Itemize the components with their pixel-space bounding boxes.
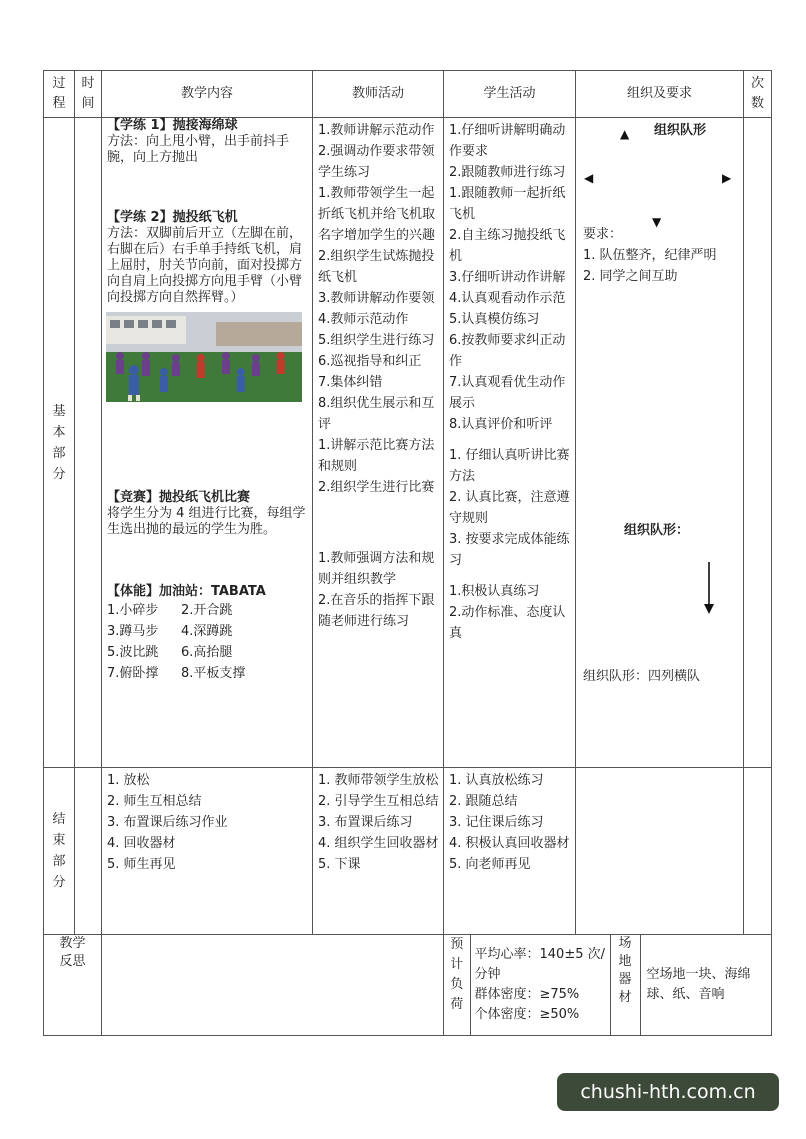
- competition-text: 将学生分为 4 组进行比赛，每组学生选出抛的最远的学生为胜。: [107, 506, 306, 537]
- teacher-step: 2.强调动作要求带领学生练习: [318, 144, 435, 180]
- basic-student-cell: [444, 118, 576, 768]
- load-heart-rate: 平均心率：140±5 次/分钟: [474, 947, 605, 982]
- header-content: 教学内容: [102, 71, 313, 118]
- student-step: 1.仔细听讲解明确动作要求: [449, 123, 566, 159]
- student-step: 3. 按要求完成体能练习: [449, 532, 570, 568]
- end-student-item: 4. 积极认真回收器材: [449, 836, 570, 851]
- teacher-step: 2.组织学生试炼抛投纸飞机: [318, 249, 435, 285]
- fitness-title: 【体能】加油站：TABATA: [107, 584, 266, 599]
- competition-title: 【竞赛】抛投纸飞机比赛: [107, 490, 251, 505]
- req-item: 1. 队伍整齐，纪律严明: [583, 248, 717, 263]
- arrow-down-icon: ▼: [652, 215, 662, 229]
- end-student-cell: [444, 768, 576, 935]
- reflection-label: 教学反思: [44, 935, 102, 1036]
- footer-inner-table: [444, 935, 771, 1035]
- teacher-step: 8.组织优生展示和互评: [318, 396, 435, 432]
- end-org-cell: [576, 768, 744, 935]
- load-label: 预计负荷: [444, 935, 470, 1035]
- end-student-item: 2. 跟随总结: [449, 794, 518, 809]
- student-step: 1.跟随教师一起折纸飞机: [449, 186, 566, 222]
- teacher-step: 2.在音乐的指挥下跟随老师进行练习: [318, 593, 435, 629]
- load-individual-density: 个体密度：≥50%: [474, 1007, 580, 1022]
- end-teacher-item: 4. 组织学生回收器材: [318, 836, 439, 851]
- fitness-item: 8.平板支撑: [181, 666, 246, 681]
- basic-section-row: [44, 118, 772, 768]
- teacher-step: 4.教师示范动作: [318, 312, 409, 327]
- student-step: 5.认真模仿练习: [449, 312, 540, 327]
- end-content-cell: [102, 768, 313, 935]
- load-group-density: 群体密度：≥75%: [474, 987, 580, 1002]
- student-step: 1. 仔细认真听讲比赛方法: [449, 448, 570, 484]
- teacher-step: 1.教师强调方法和规则并组织教学: [318, 551, 435, 587]
- basic-time-cell: [75, 118, 102, 768]
- end-content-item: 2. 师生互相总结: [107, 794, 202, 809]
- venue-label: 场地器材: [610, 935, 640, 1035]
- end-content-item: 4. 回收器材: [107, 836, 176, 851]
- end-student-item: 1. 认真放松练习: [449, 773, 544, 788]
- end-student-item: 5. 向老师再见: [449, 857, 531, 872]
- teacher-step: 1.教师带领学生一起折纸飞机并给飞机取名字增加学生的兴趣: [318, 186, 436, 243]
- fitness-item-row: [107, 663, 308, 684]
- fitness-item: 4.深蹲跳: [181, 624, 233, 639]
- header-count: 次数: [744, 71, 772, 118]
- student-step: 4.认真观看动作示范: [449, 291, 566, 306]
- student-step: 2.动作标准、态度认真: [449, 605, 566, 641]
- teacher-step: 6.巡视指导和纠正: [318, 354, 422, 369]
- end-teacher-item: 2. 引导学生互相总结: [318, 794, 439, 809]
- end-content-item: 5. 师生再见: [107, 857, 176, 872]
- end-section-row: [44, 768, 772, 935]
- basic-section-label: 基本部分: [44, 118, 75, 768]
- org-title-1: 组织队形: [653, 123, 706, 138]
- arrow-up-icon: ▲: [620, 127, 630, 141]
- header-teacher: 教师活动: [313, 71, 444, 118]
- end-teacher-item: 3. 布置课后练习: [318, 815, 413, 830]
- student-step: 8.认真评价和听评: [449, 417, 553, 432]
- fitness-item: 1.小碎步: [107, 603, 159, 618]
- load-text-cell: [470, 935, 610, 1035]
- fitness-item-row: [107, 621, 308, 642]
- header-process: 过程: [44, 71, 75, 118]
- header-time: 时间: [75, 71, 102, 118]
- student-step: 1.积极认真练习: [449, 584, 540, 599]
- end-teacher-item: 5. 下课: [318, 857, 361, 872]
- end-time-cell: [75, 768, 102, 935]
- venue-text-cell: [640, 935, 771, 1035]
- student-step: 2. 认真比赛，注意遵守规则: [449, 490, 570, 526]
- end-content-item: 3. 布置课后练习作业: [107, 815, 228, 830]
- end-teacher-cell: [313, 768, 444, 935]
- basic-teacher-cell: [313, 118, 444, 768]
- teacher-step: 1.讲解示范比赛方法和规则: [318, 438, 435, 474]
- drill2-title: 【学练 2】抛投纸飞机: [107, 210, 238, 225]
- drill1-title: 【学练 1】抛接海绵球: [107, 118, 238, 133]
- watermark-badge: chushi-hth.com.cn: [557, 1073, 779, 1111]
- student-step: 2.跟随教师进行练习: [449, 165, 566, 180]
- header-row: [44, 71, 772, 118]
- basic-count-cell: [744, 118, 772, 768]
- end-content-item: 1. 放松: [107, 773, 150, 788]
- fitness-item: 3.蹲马步: [107, 624, 159, 639]
- drill2-method: 方法：双脚前后开立（左脚在前，右脚在后）右手单手持纸飞机，肩上屈肘，肘关节向前，面对投掷方向自肩上向投掷方向甩手臂（小臂向投掷方向自然挥臂。）: [107, 226, 303, 305]
- end-count-cell: [744, 768, 772, 935]
- end-student-item: 3. 记住课后练习: [449, 815, 544, 830]
- fitness-item: 6.高抬腿: [181, 645, 233, 660]
- arrow-down-long-icon: [702, 562, 716, 616]
- venue-text: 空场地一块、海绵球、纸、音响: [646, 967, 751, 1002]
- fitness-item-row: [107, 642, 308, 663]
- teacher-step: 2.组织学生进行比赛: [318, 480, 435, 495]
- header-student: 学生活动: [444, 71, 576, 118]
- req-item: 2. 同学之间互助: [583, 269, 678, 284]
- student-step: 7.认真观看优生动作展示: [449, 375, 566, 411]
- student-step: 2.自主练习抛投纸飞机: [449, 228, 566, 264]
- reflection-cell: [102, 935, 444, 1036]
- drill1-method: 方法：向上甩小臂，出手前抖手腕，向上方抛出: [107, 134, 290, 165]
- arrow-right-icon: ▶: [722, 171, 732, 185]
- students-throwing-photo: [106, 312, 302, 402]
- arrow-left-icon: ◀: [584, 171, 594, 185]
- student-step: 6.按教师要求纠正动作: [449, 333, 566, 369]
- req-label: 要求：: [583, 227, 623, 242]
- teacher-step: 7.集体纠错: [318, 375, 383, 390]
- fitness-item: 5.波比跳: [107, 645, 159, 660]
- basic-content-cell: [102, 118, 313, 768]
- fitness-item: 2.开合跳: [181, 603, 233, 618]
- footer-row: [44, 935, 772, 1036]
- basic-org-cell: [576, 118, 744, 768]
- lesson-plan-table: [43, 70, 772, 1036]
- teacher-step: 1.教师讲解示范动作: [318, 123, 435, 138]
- teacher-step: 3.教师讲解动作要领: [318, 291, 435, 306]
- header-org: 组织及要求: [576, 71, 744, 118]
- formation-text: 组织队形：四列横队: [583, 669, 701, 684]
- photo-illustration: [106, 312, 302, 402]
- student-step: 3.仔细听讲动作讲解: [449, 270, 566, 285]
- fitness-item: 7.俯卧撑: [107, 666, 159, 681]
- end-section-label: 结束部分: [44, 768, 75, 935]
- fitness-item-row: [107, 600, 308, 621]
- end-teacher-item: 1. 教师带领学生放松: [318, 773, 439, 788]
- org-title-2: 组织队形：: [624, 523, 690, 538]
- footer-info-cell: [444, 935, 772, 1036]
- teacher-step: 5.组织学生进行练习: [318, 333, 435, 348]
